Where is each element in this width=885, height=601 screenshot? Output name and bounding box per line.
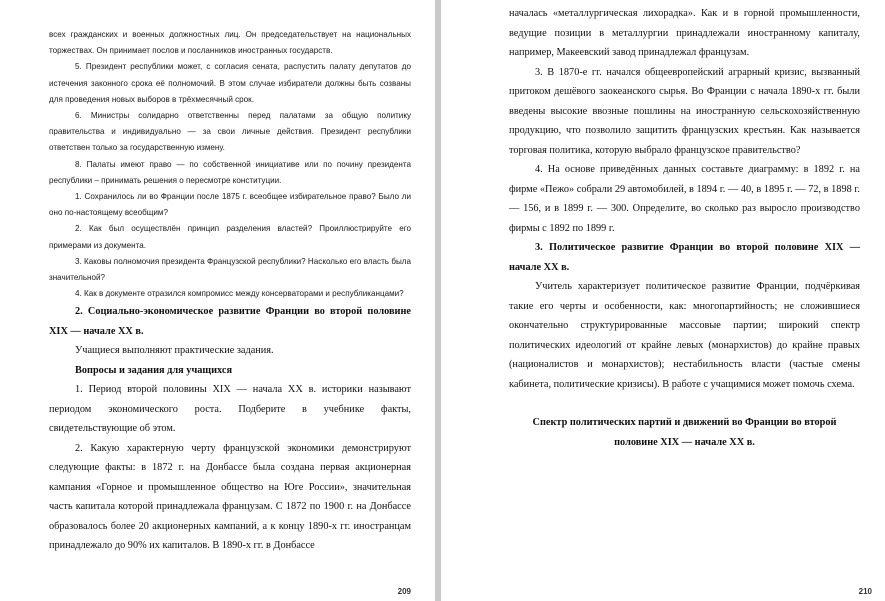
questions-heading: Вопросы и задания для учащихся: [75, 364, 233, 376]
left-sans-block: [49, 27, 411, 302]
page-number-right: 210: [858, 587, 872, 596]
left-serif-para-3: 2. Какую характерную черту французской экономики демонстрируют следующие факты: в 1872 г. на Донбассе была создана первая акционерная кампания «Горное и промышленное общество на Юге России», значительная часть капитала которой принадлежала французам. С 1872 по 1900 г. на Донбассе образовалось более 20 акционерных кампаний, а к концу 1890-х гг. иностранцам принадлежало до 90% их капиталов. В 1890-х гг. в Донбассе: [49, 442, 411, 552]
left-sans-para-4: 1. Сохранилось ли во Франции после 1875 г. всеобщее избирательное право? Было ли оно по-настоящему всеобщим?: [49, 192, 411, 218]
right-para-3: Учитель характеризует политическое развитие Франции, подчёркивая такие его черты и особенности, как: многопартийность; не сложившиеся окончательно структурированные массовые партии; широкий спектр политических идеологий от крайне левых (монархистов) до крайне правых (националистов и монархистов); нестабильность власти (частые смены кабинета, политические кризисы). В работе с учащимися может помочь схема.: [509, 281, 860, 390]
diagram-title: Спектр политических партий и движений во Франции во второй половине XIX — начале XX в.: [532, 417, 837, 448]
left-sans-para-0: всех гражданских и военных должностных лиц. Он председательствует на национальных торжествах. Он принимает послов и посланников иностранных государств.: [49, 30, 411, 56]
page-number-left: 209: [397, 587, 411, 596]
left-page: [0, 0, 435, 601]
right-para-0: началась «металлургическая лихорадка». Как и в горной промышленности, ведущие позиции в металлургии принадлежали иностранному капиталу, например, Макеевский завод принадлежал французам.: [509, 8, 860, 58]
right-page: [441, 0, 885, 601]
section-heading: 2. Социально-экономическое развитие Франции во второй половине XIX — начале XX в.: [49, 306, 411, 337]
left-sans-para-6: 3. Каковы полномочия президента Французской республики? Насколько его власть была значительной?: [49, 256, 411, 283]
left-serif-para-2: 1. Период второй половины XIX — начала XX в. историки называют периодом экономического роста. Подберите в учебнике факты, свидетельствующие об этом.: [49, 384, 411, 435]
left-sans-para-5: 2. Как был осуществлён принцип разделения властей? Проиллюстрируйте его примерами из документа.: [49, 224, 411, 250]
section-heading-right: 3. Политическое развитие Франции во второй половине XIX — начале XX в.: [509, 242, 860, 273]
left-sans-para-1: 5. Президент республики может, с согласия сената, распустить палату депутатов до истечения законного срока её полномочий. В этом случае избиратели должны быть созваны для проведения новых выборов в трёхмесячный срок.: [49, 62, 411, 104]
right-para-2: 4. На основе приведённых данных составьте диаграмму: в 1892 г. на фирме «Пежо» собрали 29 автомобилей, в 1894 г. — 40, в 1895 г. — 72, в 1898 г. — 156, и в 1899 г. — 300. Определите, во сколько раз выросло производство фирмы с 1892 по 1899 г.: [509, 164, 860, 234]
left-sans-para-2: 6. Министры солидарно ответственны перед палатами за общую политику правительства и индивидуально — за свои личные действия. Президент республики ответствен только за государственную измену.: [49, 111, 411, 153]
right-serif-block: [509, 4, 860, 452]
right-para-1: 3. В 1870-е гг. начался общеевропейский аграрный кризис, вызванный притоком дешёвого заокеанского сырья. Во Франции с начала 1890-х гг. были введены высокие ввозные пошлины на иностранную сельскохозяйственную продукцию, что позволило защитить французских крестьян. Как называется торговая политика, которую выбрало французское правительство?: [509, 66, 860, 156]
left-sans-para-3: 8. Палаты имеют право — по собственной инициативе или по почину президента республики – принимать решения о пересмотре конституции.: [49, 159, 411, 185]
left-sans-para-7: 4. Как в документе отразился компромисс между консерваторами и республиканцами?: [75, 289, 404, 299]
left-serif-para-0: Учащиеся выполняют практические задания.: [75, 345, 274, 357]
left-serif-block: [49, 302, 411, 556]
